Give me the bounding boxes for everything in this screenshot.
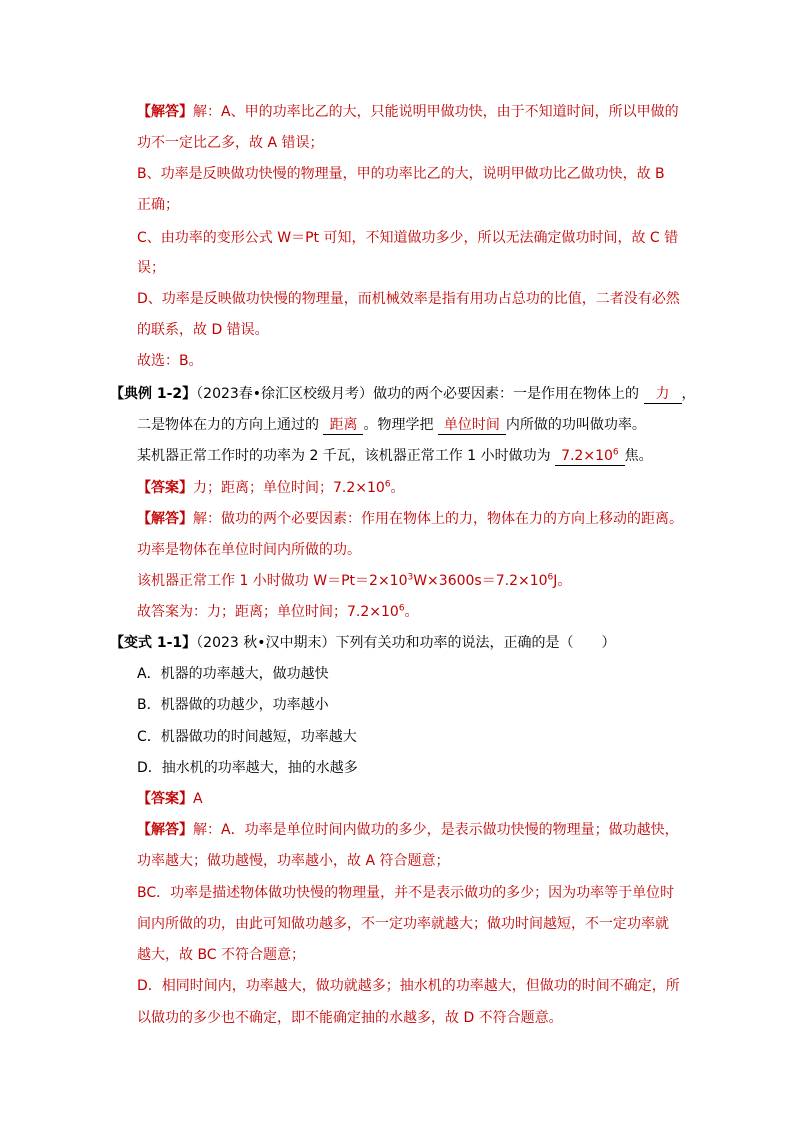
solution-text: 解：A、甲的功率比乙的大，只能说明甲做功快，由于不知道时间，所以甲做的 bbox=[193, 104, 679, 120]
example-text-1: 做功的两个必要因素：一是作用在物体上的 bbox=[373, 386, 640, 402]
option-c: C．机器做功的时间越短，功率越大 bbox=[137, 729, 357, 745]
variant-explain-line-3: BC．功率是描述物体做功快慢的物理量，并不是表示做功的多少；因为功率等于单位时 bbox=[137, 885, 675, 901]
variant-question: 下列有关功和功率的说法，正确的是（ ） bbox=[335, 635, 616, 651]
blank-4-base: 7.2×10 bbox=[561, 448, 613, 464]
example-question-line-3 bbox=[137, 446, 653, 466]
answer-blank-1: 力 bbox=[644, 385, 682, 404]
example-explain-line-3 bbox=[137, 571, 571, 591]
solution-line-3: B、功率是反映做功快慢的物理量，甲的功率比乙的大，说明甲做功比乙做功快，故 B bbox=[137, 166, 665, 182]
explain-tag: 【解答】 bbox=[137, 511, 193, 527]
variant-explain-line-1 bbox=[137, 820, 679, 840]
example-final-line bbox=[137, 602, 419, 622]
variant-source: （2023 秋•汉中期末） bbox=[196, 635, 336, 651]
variant-explain-line-6: D．相同时间内，功率越大，做功就越多；抽水机的功率越大，但做功的时间不确定，所 bbox=[137, 978, 680, 994]
variant-explain-tag: 【解答】 bbox=[137, 822, 193, 838]
explain-3c: J。 bbox=[553, 573, 572, 589]
blank-4-exponent: 6 bbox=[612, 447, 619, 458]
example-explain-line-2: 功率是物体在单位时间内所做的功。 bbox=[137, 542, 361, 558]
answer-exponent: 6 bbox=[384, 479, 391, 490]
answer-end: 。 bbox=[390, 480, 405, 496]
solution-line-6: 误； bbox=[137, 260, 165, 276]
final-text: 故答案为：力；距离；单位时间；7.2×10 bbox=[137, 604, 399, 620]
example-text-2: 二是物体在力的方向上通过的 bbox=[137, 417, 319, 433]
variant-explain-line-7: 以做功的多少也不确定，即不能确定抽的水越多，故 D 不符合题意。 bbox=[137, 1010, 563, 1026]
answer-text: 力；距离；单位时间；7.2×10 bbox=[193, 480, 385, 496]
example-tag: 【典例 1-2】 bbox=[110, 386, 197, 402]
final-exponent: 6 bbox=[398, 603, 405, 614]
variant-answer: A bbox=[193, 791, 203, 807]
solution-line-1 bbox=[137, 102, 679, 122]
solution-line-5: C、由功率的变形公式 W＝Pt 可知，不知道做功多少，所以无法确定做功时间，故 C 错 bbox=[137, 230, 679, 246]
solution-line-8: 的联系，故 D 错误。 bbox=[137, 322, 269, 338]
solution-line-4: 正确； bbox=[137, 197, 179, 213]
example-question-line-1 bbox=[110, 384, 696, 404]
example-answer-line bbox=[137, 478, 405, 498]
example-source: （2023春•徐汇区校级月考） bbox=[196, 386, 374, 402]
variant-explain-line-2: 功率越大；做功越慢，功率越小，故 A 符合题意； bbox=[137, 853, 450, 869]
example-text-2c: 内所做的功叫做功率。 bbox=[505, 417, 646, 433]
variant-explain-line-4: 间内所做的功，由此可知做功越多，不一定功率就越大；做功时间越短，不一定功率就 bbox=[137, 916, 669, 932]
example-text-1b: ， bbox=[681, 386, 696, 402]
example-text-3: 某机器正常工作时的功率为 2 千瓦，该机器正常工作 1 小时做功为 bbox=[137, 448, 551, 464]
final-end: 。 bbox=[404, 604, 419, 620]
example-text-3b: 焦。 bbox=[624, 448, 653, 464]
solution-line-2: 功不一定比乙多，故 A 错误； bbox=[137, 135, 324, 151]
solution-tag: 【解答】 bbox=[137, 104, 193, 120]
answer-tag: 【答案】 bbox=[137, 480, 193, 496]
example-question-line-2 bbox=[137, 415, 646, 435]
variant-answer-tag: 【答案】 bbox=[137, 791, 193, 807]
explain-3a: 该机器正常工作 1 小时做功 W＝Pt＝2×10 bbox=[137, 573, 408, 589]
answer-blank-3: 单位时间 bbox=[438, 416, 506, 435]
variant-explain-text-1: 解：A．功率是单位时间内做功的多少，是表示做功快慢的物理量；做功越快， bbox=[193, 822, 679, 838]
variant-tag: 【变式 1-1】 bbox=[110, 635, 197, 651]
explain-3-exp2: 6 bbox=[547, 572, 554, 583]
variant-explain-line-5: 越大，故 BC 不符合题意； bbox=[137, 947, 306, 963]
solution-line-7: D、功率是反映做功快慢的物理量，而机械效率是指有用功占总功的比值，二者没有必然 bbox=[137, 291, 680, 307]
variant-question-line bbox=[110, 633, 616, 653]
option-a: A．机器的功率越大，做功越快 bbox=[137, 666, 329, 682]
example-explain-line-1 bbox=[137, 509, 683, 529]
option-d: D．抽水机的功率越大，抽的水越多 bbox=[137, 760, 358, 776]
explain-3b: W×3600s＝7.2×10 bbox=[413, 573, 548, 589]
option-b: B．机器做的功越少，功率越小 bbox=[137, 697, 329, 713]
answer-blank-2: 距离 bbox=[323, 416, 363, 435]
explain-3-exp1: 3 bbox=[407, 572, 414, 583]
example-text-2b: 。物理学把 bbox=[363, 417, 434, 433]
explain-text-1: 解：做功的两个必要因素：作用在物体上的力，物体在力的方向上移动的距离。 bbox=[193, 511, 683, 527]
solution-line-9: 故选：B。 bbox=[137, 353, 203, 369]
answer-blank-4 bbox=[555, 447, 625, 466]
variant-answer-line bbox=[137, 789, 203, 809]
